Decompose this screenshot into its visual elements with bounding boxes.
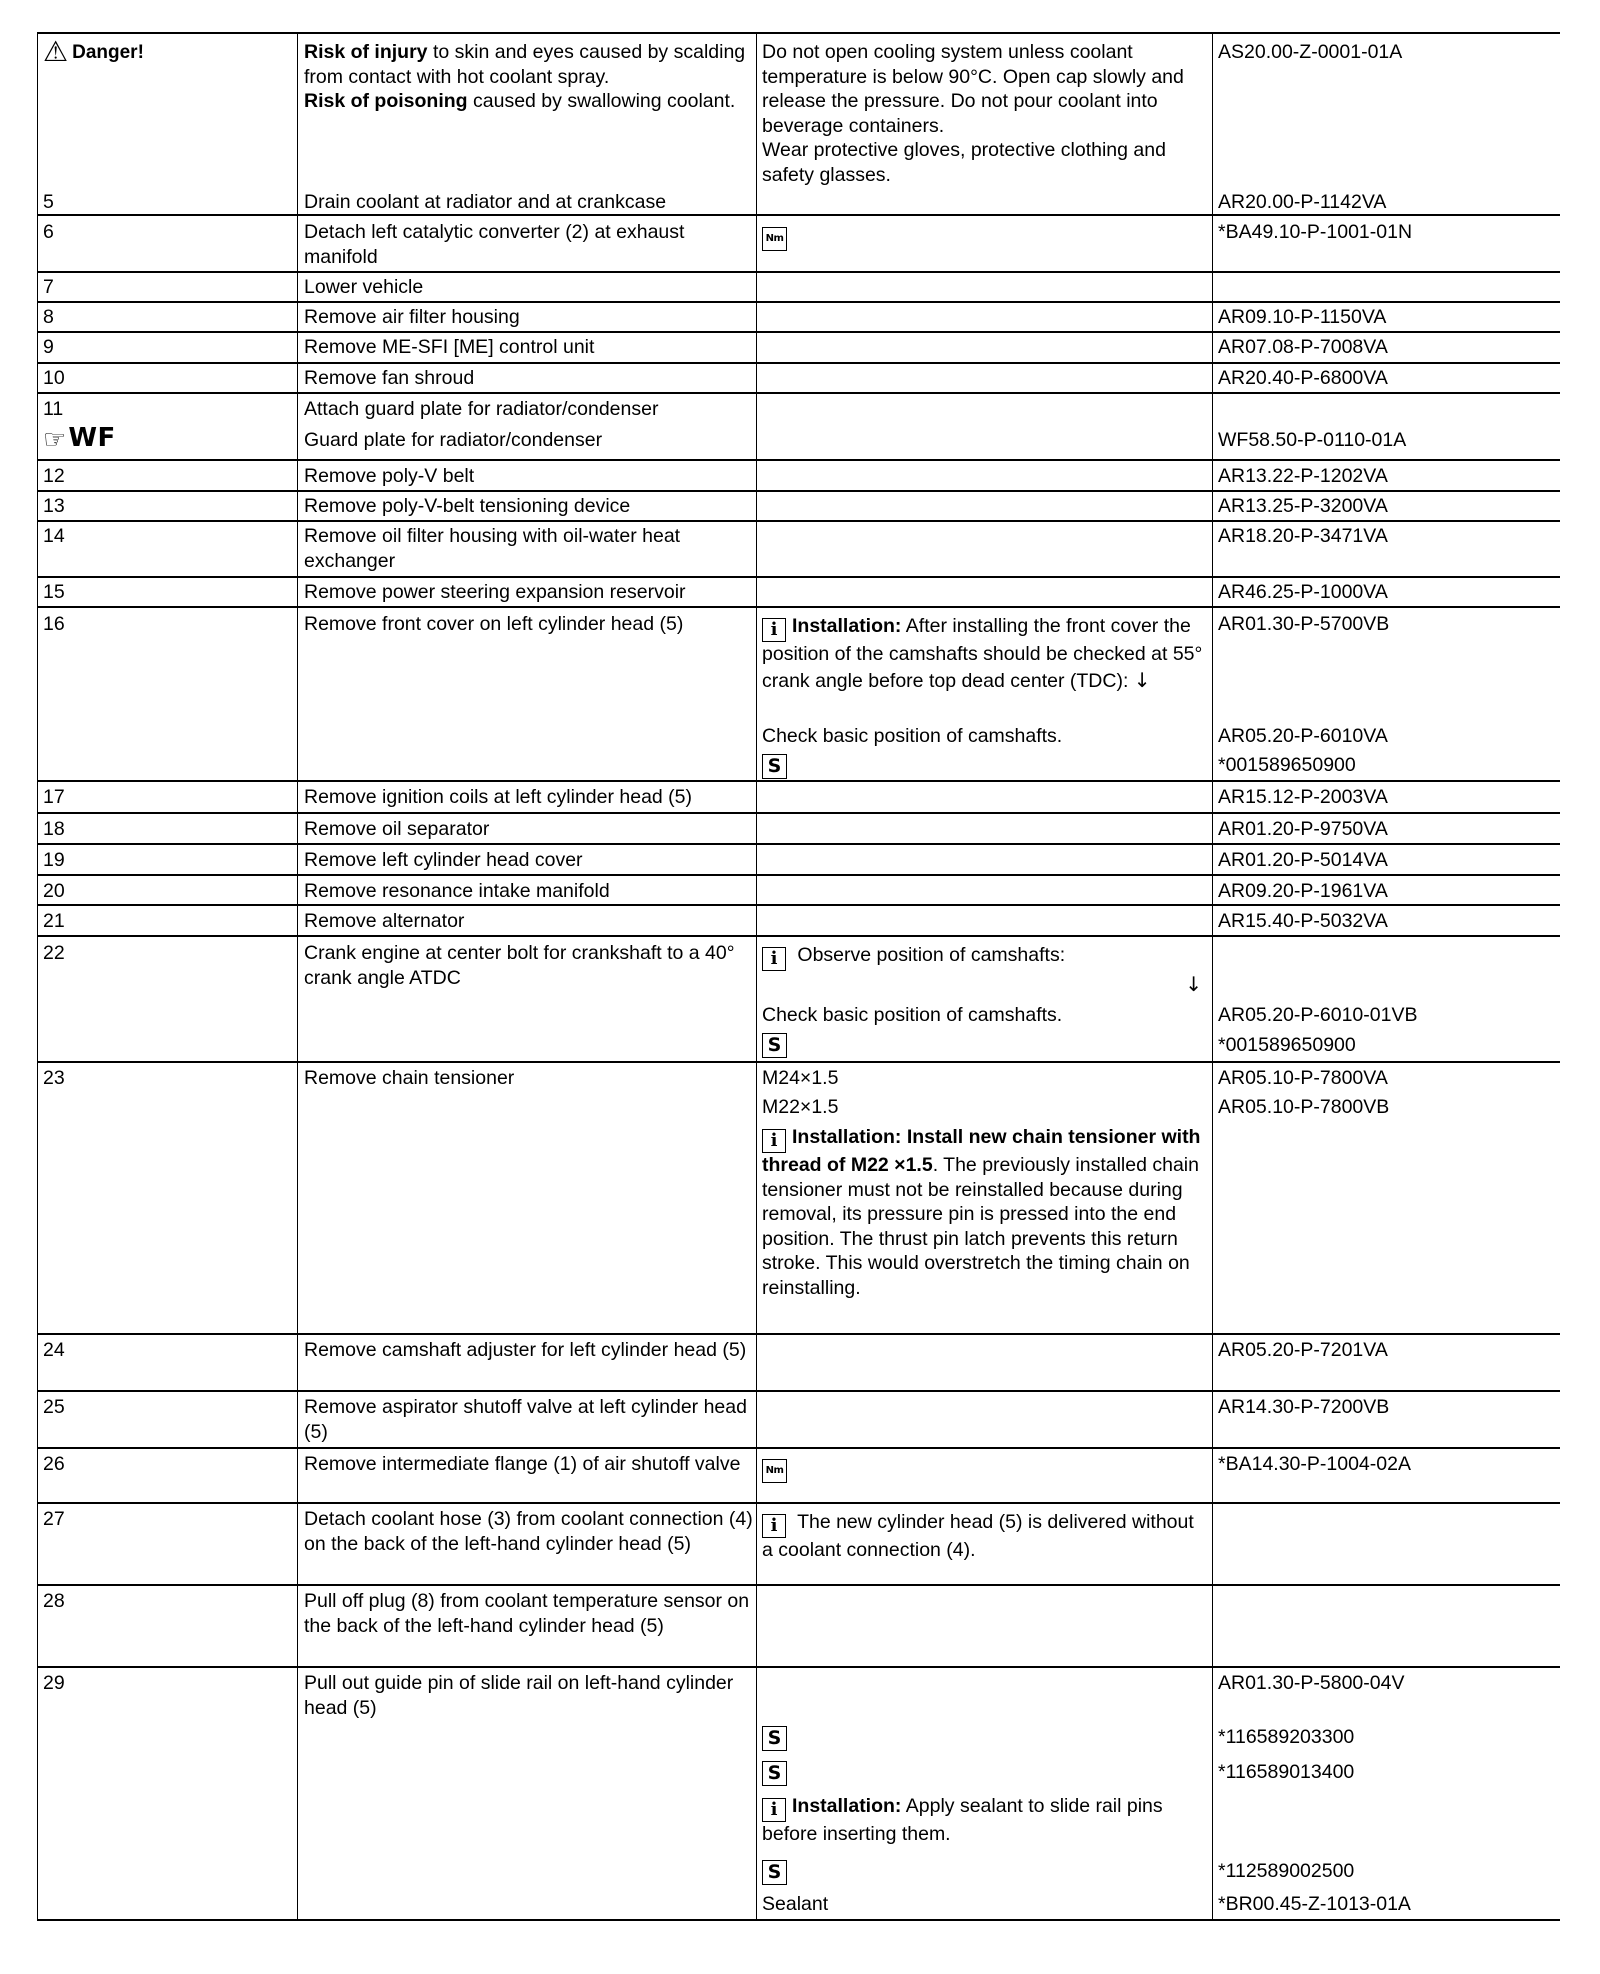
table-row: 23 Remove chain tensioner M24×1.5 M22×1.5 i Installation: Install new chain tensioner with thread of M22 ×1.5. The previously installed chain tensioner must not be reinstalled because during removal, its pressure pin is pressed into the end position. The thrust pin latch prevents this return stroke. This would overstretch the timing chain on reinstalling. AR05.10-P-7800VA AR05.10-P-7800VB <box>38 1063 1560 1335</box>
danger-label: Danger! <box>72 42 144 63</box>
table-row: 13 Remove poly-V-belt tensioning device AR13.25-P-3200VA <box>38 492 1560 522</box>
step-text: Drain coolant at radiator and at crankcase <box>304 191 667 213</box>
table-row: 15 Remove power steering expansion reservoir AR46.25-P-1000VA <box>38 578 1560 608</box>
arrow-down-icon: ↓ <box>1133 667 1151 692</box>
table-row: 16 Remove front cover on left cylinder head (5) i Installation: After installing the front cover the position of the camshafts should be checked at 55° crank angle before top dead center (TDC): ↓ Check basic position of camshafts. S AR01.30-P-5700VB AR05.20-P-6010VA *001589650900 <box>38 608 1560 782</box>
special-tool-icon: S <box>762 754 787 779</box>
special-tool-icon: S <box>762 1033 787 1058</box>
info-icon: i <box>762 618 786 642</box>
special-tool-icon: S <box>762 1761 787 1786</box>
wf-label: WF <box>68 423 116 453</box>
table-row: 17 Remove ignition coils at left cylinder head (5) AR15.12-P-2003VA <box>38 782 1560 814</box>
table-row: 26 Remove intermediate flange (1) of air shutoff valve Nm *BA14.30-P-1004-02A <box>38 1449 1560 1504</box>
table-row: 8 Remove air filter housing AR09.10-P-1150VA <box>38 303 1560 333</box>
table-row-danger <box>38 32 1560 216</box>
table-row: 12 Remove poly-V belt AR13.22-P-1202VA <box>38 461 1560 492</box>
danger-instructions: Do not open cooling system unless coolant temperature is below 90°C. Open cap slowly and release the pressure. Do not pour coolant into beverage containers. Wear protective gloves, protective clothing and safety glasses. <box>762 41 1184 186</box>
info-icon: i <box>762 1514 786 1538</box>
danger-risk-text: Risk of injury to skin and eyes caused by scalding from contact with hot coolant spray. Risk of poisoning caused by swallowing coolant. <box>304 41 746 112</box>
info-icon: i <box>762 1129 786 1153</box>
procedure-table <box>37 32 1559 1921</box>
table-row: 21 Remove alternator AR15.40-P-5032VA <box>38 906 1560 937</box>
arrow-down-icon: ↓ <box>1185 972 1202 996</box>
danger-ref: AS20.00-Z-0001-01A <box>1218 41 1403 63</box>
table-row: 24 Remove camshaft adjuster for left cylinder head (5) AR05.20-P-7201VA <box>38 1335 1560 1392</box>
table-row: 7 Lower vehicle <box>38 273 1560 303</box>
table-row: 19 Remove left cylinder head cover AR01.20-P-5014VA <box>38 845 1560 876</box>
table-row: 20 Remove resonance intake manifold AR09.20-P-1961VA <box>38 876 1560 906</box>
table-row: 22 Crank engine at center bolt for crankshaft to a 40° crank angle ATDC i Observe position of camshafts: ↓ Check basic position of camshafts. S AR05.20-P-6010-01VB *001589650900 <box>38 937 1560 1063</box>
torque-icon: Nm <box>762 1459 787 1483</box>
step-ref: AR20.00-P-1142VA <box>1218 191 1387 213</box>
info-icon: i <box>762 947 786 971</box>
special-tool-icon: S <box>762 1860 787 1885</box>
warning-icon: ⚠ <box>43 36 69 67</box>
table-row: 25 Remove aspirator shutoff valve at left cylinder head (5) AR14.30-P-7200VB <box>38 1392 1560 1449</box>
info-icon: i <box>762 1798 786 1822</box>
torque-icon: Nm <box>762 227 787 251</box>
table-row: 14 Remove oil filter housing with oil-water heat exchanger AR18.20-P-3471VA <box>38 522 1560 578</box>
table-row: 27 Detach coolant hose (3) from coolant connection (4) on the back of the left-hand cylinder head (5) i The new cylinder head (5) is delivered without a coolant connection (4). <box>38 1504 1560 1586</box>
table-row: 10 Remove fan shroud AR20.40-P-6800VA <box>38 364 1560 394</box>
hand-pointer-icon: ☞ <box>43 424 67 454</box>
table-row: 18 Remove oil separator AR01.20-P-9750VA <box>38 814 1560 845</box>
table-row: 9 Remove ME-SFI [ME] control unit AR07.08-P-7008VA <box>38 333 1560 364</box>
table-row: 28 Pull off plug (8) from coolant temperature sensor on the back of the left-hand cylinder head (5) <box>38 1586 1560 1668</box>
table-row: 11 Attach guard plate for radiator/condenser ☞WF Guard plate for radiator/condenser WF58.50-P-0110-01A <box>38 394 1560 461</box>
table-row: 6 Detach left catalytic converter (2) at exhaust manifold Nm *BA49.10-P-1001-01N <box>38 216 1560 273</box>
table-row: 29 Pull out guide pin of slide rail on left-hand cylinder head (5) S S i Installation: Apply sealant to slide rail pins before inserting them. S Sealant AR01.30-P-5800-04V *116589203300 *116589013400 *112589002500 *BR00.45-Z-1013-01A <box>38 1668 1560 1921</box>
special-tool-icon: S <box>762 1726 787 1751</box>
step-number: 5 <box>43 191 54 213</box>
